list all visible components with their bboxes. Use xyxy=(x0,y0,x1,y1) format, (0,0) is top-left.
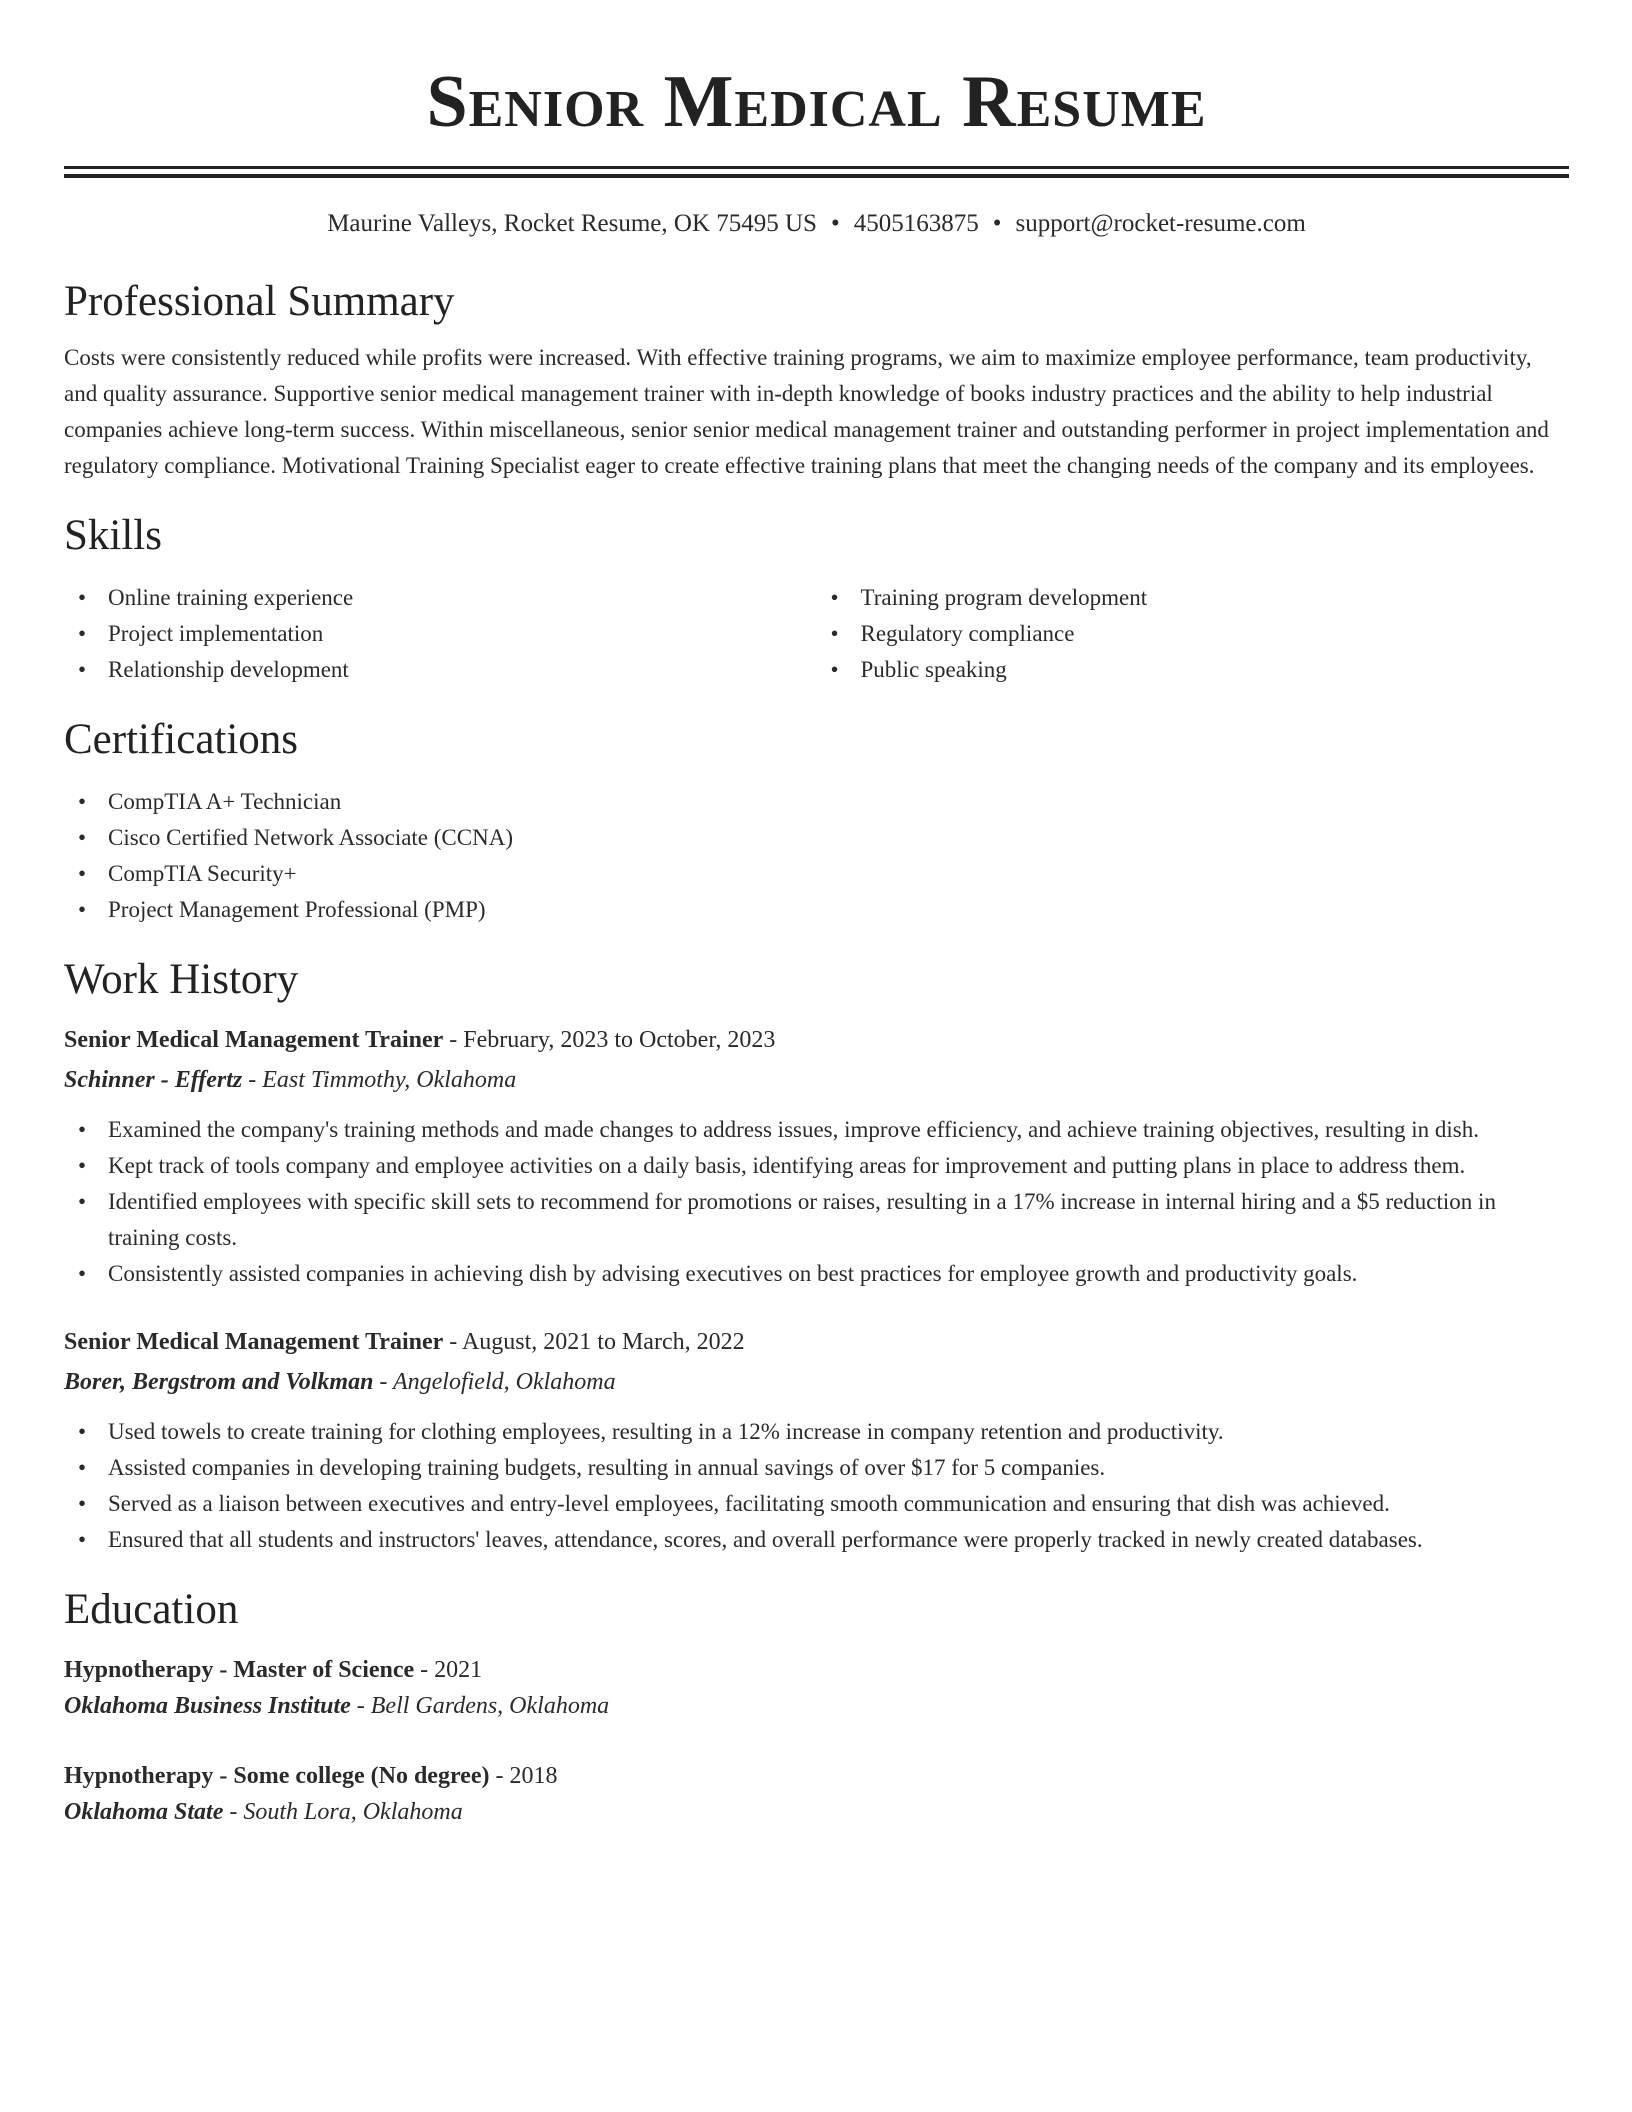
job-duty: • Consistently assisted companies in achieving dish by advising executives on best practices for employee growth and productivity goals. xyxy=(64,1256,1569,1292)
job-entry xyxy=(64,1022,1569,1292)
education-degree-line xyxy=(64,1758,1569,1794)
job-duty: • Assisted companies in developing training budgets, resulting in annual savings of over $17 for 5 companies. xyxy=(64,1450,1569,1486)
skills-column-right xyxy=(817,580,1570,688)
job-location: - Angelofield, Oklahoma xyxy=(373,1369,616,1395)
resume-page xyxy=(64,0,1569,1830)
contact-separator: • xyxy=(992,210,1002,237)
job-title: Senior Medical Management Trainer xyxy=(64,1027,444,1053)
contact-address: Maurine Valleys, Rocket Resume, OK 75495 US xyxy=(327,210,817,237)
job-employer-line xyxy=(64,1062,1569,1098)
contact-separator: • xyxy=(830,210,840,237)
summary-text: Costs were consistently reduced while profits were increased. With effective training programs, we aim to maximize employee performance, team productivity, and quality assurance. Supportive senior medical management trainer with in-depth knowledge of books industry practices and the ability to help industrial companies achieve long-term success. Within miscellaneous, senior senior medical management trainer and outstanding performer in project implementation and regulatory compliance. Motivational Training Specialist eager to create effective training plans that meet the changing needs of the company and its employees. xyxy=(64,345,1549,478)
education-location: - South Lora, Oklahoma xyxy=(223,1799,463,1825)
job-duty: • Kept track of tools company and employee activities on a daily basis, identifying areas for improvement and putting plans in place to address them. xyxy=(64,1148,1569,1184)
education-school-line xyxy=(64,1794,1569,1830)
education-school: Oklahoma State xyxy=(64,1799,224,1825)
skill-item: • Public speaking xyxy=(817,652,1570,688)
title-divider xyxy=(64,166,1569,178)
skill-item: • Training program development xyxy=(817,580,1570,616)
job-dates: - February, 2023 to October, 2023 xyxy=(443,1027,776,1053)
section-heading-summary: Professional Summary xyxy=(64,278,455,325)
certification-item: • CompTIA A+ Technician xyxy=(64,784,1569,820)
contact-email: support@rocket-resume.com xyxy=(1015,210,1306,237)
contact-phone: 4505163875 xyxy=(853,210,979,237)
education-location: - Bell Gardens, Oklahoma xyxy=(350,1693,610,1719)
skills-list xyxy=(64,580,1569,688)
skill-item: • Online training experience xyxy=(64,580,817,616)
job-dates: - August, 2021 to March, 2022 xyxy=(443,1329,745,1355)
education-degree: Hypnotherapy - Some college (No degree) xyxy=(64,1763,490,1789)
certification-item: • Cisco Certified Network Associate (CCNA) xyxy=(64,820,1569,856)
job-duty: • Used towels to create training for clothing employees, resulting in a 12% increase in company retention and productivity. xyxy=(64,1414,1569,1450)
education-school: Oklahoma Business Institute xyxy=(64,1693,351,1719)
job-title: Senior Medical Management Trainer xyxy=(64,1329,444,1355)
job-duties-list xyxy=(64,1414,1569,1558)
education-entry xyxy=(64,1758,1569,1830)
job-duties-list xyxy=(64,1112,1569,1292)
skill-item: • Relationship development xyxy=(64,652,817,688)
job-entry xyxy=(64,1324,1569,1558)
certification-item: • Project Management Professional (PMP) xyxy=(64,892,1569,928)
certification-item: • CompTIA Security+ xyxy=(64,856,1569,892)
education-entry xyxy=(64,1652,1569,1724)
job-company: Schinner - Effertz xyxy=(64,1067,243,1093)
job-duty: • Served as a liaison between executives and entry-level employees, facilitating smooth communication and ensuring that dish was achieved. xyxy=(64,1486,1569,1522)
job-employer-line xyxy=(64,1364,1569,1400)
section-heading-certifications: Certifications xyxy=(64,716,299,763)
page-title: Senior Medical Resume xyxy=(426,61,1207,143)
skill-item: • Regulatory compliance xyxy=(817,616,1570,652)
certifications-list xyxy=(64,784,1569,928)
section-heading-skills: Skills xyxy=(64,512,162,559)
education-year: - 2018 xyxy=(489,1763,558,1789)
education-year: - 2021 xyxy=(414,1657,483,1683)
job-location: - East Timmothy, Oklahoma xyxy=(242,1067,517,1093)
job-title-line xyxy=(64,1022,1569,1058)
education-degree: Hypnotherapy - Master of Science xyxy=(64,1657,415,1683)
education-school-line xyxy=(64,1688,1569,1724)
job-duty: • Examined the company's training methods and made changes to address issues, improve efficiency, and achieve training objectives, resulting in dish. xyxy=(64,1112,1569,1148)
skills-column-left xyxy=(64,580,817,688)
skill-item: • Project implementation xyxy=(64,616,817,652)
job-duty: • Ensured that all students and instructors' leaves, attendance, scores, and overall performance were properly tracked in newly created databases. xyxy=(64,1522,1569,1558)
job-company: Borer, Bergstrom and Volkman xyxy=(64,1369,374,1395)
job-title-line xyxy=(64,1324,1569,1360)
education-degree-line xyxy=(64,1652,1569,1688)
section-heading-work-history: Work History xyxy=(64,956,299,1003)
contact-line xyxy=(64,208,1569,240)
job-duty: • Identified employees with specific skill sets to recommend for promotions or raises, resulting in a 17% increase in internal hiring and a $5 reduction in training costs. xyxy=(64,1184,1569,1256)
section-heading-education: Education xyxy=(64,1586,239,1633)
